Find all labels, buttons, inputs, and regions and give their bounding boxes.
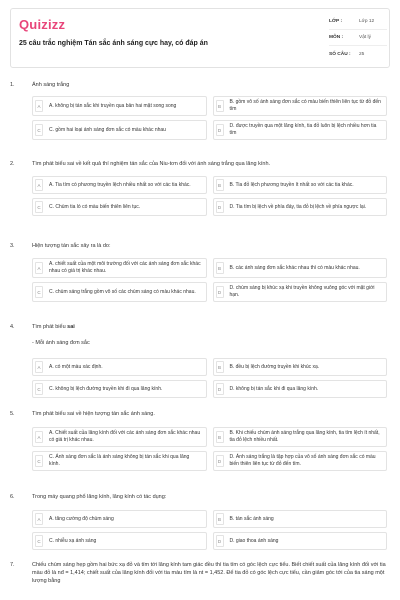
option-letter: A <box>35 100 43 112</box>
option-d[interactable] <box>213 120 388 140</box>
option-text: A. chiết suất của một môi trường đối với các ánh sáng đơn sắc khác nhau có giá trị khác nhau. <box>49 261 201 274</box>
question-number: 6. <box>10 494 15 500</box>
option-letter: C <box>35 124 43 136</box>
option-d[interactable] <box>213 198 388 216</box>
question-1-options <box>32 96 387 140</box>
option-letter: A <box>35 262 43 274</box>
option-text: D. chùm sáng bị khúc xạ khi truyền không vuông góc với mặt giới hạn. <box>229 285 375 298</box>
option-b[interactable] <box>213 427 388 447</box>
option-text: D. không bị tán sắc khi đi qua lăng kính. <box>229 385 319 392</box>
option-text: B. các ánh sáng đơn sắc khác nhau thì có màu khác nhau. <box>229 264 360 271</box>
option-letter: D <box>216 286 224 298</box>
question-text: Ánh sáng trắng <box>32 82 70 88</box>
option-b[interactable] <box>213 258 388 278</box>
option-letter: B <box>216 431 224 443</box>
option-letter: C <box>35 201 43 213</box>
option-letter: D <box>216 383 224 395</box>
option-letter: B <box>216 262 224 274</box>
option-text: A. tăng cường độ chùm sáng <box>49 515 114 522</box>
option-c[interactable] <box>32 120 207 140</box>
question-text: Chiếu chùm sáng hẹp gồm hai bức xạ đỏ và tím tới lăng kính tam giác đều thì tia tím có góc lệch cực tiểu. Biết chiết suất của lăng kính đối với tia màu đỏ là nđ = 1,414; chiết suất của lăng kính đối với tia màu tím là nt = 1,452. Để tia đỏ có góc lệch cực tiểu, cần giảm góc tới của tia sáng một lượng bằng <box>32 562 386 584</box>
meta-key: LỚP : <box>329 19 343 24</box>
meta-row-count <box>329 46 387 62</box>
option-letter: C <box>35 286 43 298</box>
question-3 <box>10 243 390 251</box>
question-3-options <box>32 258 387 302</box>
option-a[interactable] <box>32 96 207 116</box>
option-letter: D <box>216 455 224 467</box>
option-text: C. không bị lệch đường truyền khi đi qua lăng kính. <box>49 385 163 392</box>
option-letter: A <box>35 179 43 191</box>
option-c[interactable] <box>32 532 207 550</box>
question-text: Trong máy quang phổ lăng kính, lăng kính có tác dụng: <box>32 494 167 500</box>
option-text: D. Tia tím bị lệch về phía đáy, tia đỏ bị lệch về phía ngược lại. <box>229 203 367 210</box>
option-a[interactable] <box>32 427 207 447</box>
question-1 <box>10 82 390 90</box>
option-text: B. gồm vô số ánh sáng đơn sắc có màu biến thiên liên tục từ đỏ đến tím <box>229 99 381 112</box>
question-text: Tìm phát biểu sai về kết quả thí nghiệm tán sắc của Niu-tơn đối với ánh sáng trắng qua lăng kính. <box>32 161 271 167</box>
option-text: B. Tia đỏ lệch phương truyền ít nhất so với các tia khác. <box>229 181 354 188</box>
option-letter: B <box>216 361 224 373</box>
meta-row-grade <box>329 14 387 30</box>
option-b[interactable] <box>213 510 388 528</box>
option-text: D. giao thoa ánh sáng <box>229 537 279 544</box>
option-letter: C <box>35 383 43 395</box>
option-text: A. Chiết suất của lăng kính đối với các ánh sáng đơn sắc khác nhau có giá trị khác nhau. <box>49 430 201 443</box>
option-d[interactable] <box>213 532 388 550</box>
option-d[interactable] <box>213 451 388 471</box>
option-text: D. được truyền qua một lăng kính, tia đỏ luôn bị lệch nhiều hơn tia tím <box>229 123 377 136</box>
option-text: C. chùm sáng trắng gồm vô số các chùm sáng có màu khác nhau. <box>49 288 196 295</box>
meta-table <box>329 14 387 62</box>
question-number: 1. <box>10 82 15 88</box>
option-text: A. có một màu xác định. <box>49 363 103 370</box>
quizizz-logo: Quizizz <box>19 17 66 32</box>
question-text: Tìm phát biểu sai về hiện tượng tán sắc ánh sáng. <box>32 411 155 417</box>
option-text: D. Ánh sáng trắng là tập hợp của vô số ánh sáng đơn sắc có màu biến thiên liên tục từ đỏ đến tím. <box>229 454 376 467</box>
meta-value: Vật lý <box>359 35 371 40</box>
document-title: 25 câu trắc nghiệm Tán sắc ánh sáng cực hay, có đáp án <box>19 40 208 47</box>
question-number: 3. <box>10 243 15 249</box>
question-subtext: - Mỗi ánh sáng đơn sắc <box>32 339 90 346</box>
option-c[interactable] <box>32 451 207 471</box>
question-7 <box>10 562 390 586</box>
question-number: 2. <box>10 161 15 167</box>
option-text: C. gồm hai loại ánh sáng đơn sắc có màu khác nhau <box>49 126 166 133</box>
document-header <box>10 8 390 68</box>
option-letter: D <box>216 535 224 547</box>
option-a[interactable] <box>32 176 207 194</box>
question-2 <box>10 161 390 169</box>
question-5-options <box>32 427 387 471</box>
question-6 <box>10 494 390 502</box>
question-5 <box>10 411 390 419</box>
option-letter: A <box>35 361 43 373</box>
question-4 <box>10 324 390 346</box>
option-letter: B <box>216 179 224 191</box>
option-letter: D <box>216 124 224 136</box>
meta-row-subject <box>329 30 387 46</box>
option-a[interactable] <box>32 258 207 278</box>
option-text: A. không bị tán sắc khi truyền qua bản hai mặt song song <box>49 102 177 109</box>
option-text: C. Chùm tia ló có màu biến thiên liên tục. <box>49 203 141 210</box>
meta-value: 25 <box>359 51 365 57</box>
option-text: B. Khi chiếu chùm ánh sáng trắng qua lăng kính, tia tím lệch ít nhất, tia đỏ lệch nhiều nhất. <box>229 430 380 443</box>
option-text: C. Ánh sáng đơn sắc là ánh sáng không bị tán sắc khi qua lăng kính. <box>49 454 190 467</box>
option-text: C. nhiễu xạ ánh sáng <box>49 537 97 544</box>
option-letter: C <box>35 535 43 547</box>
question-number: 5. <box>10 411 15 417</box>
option-letter: C <box>35 455 43 467</box>
question-4-options <box>32 358 387 398</box>
option-c[interactable] <box>32 380 207 398</box>
option-b[interactable] <box>213 176 388 194</box>
option-d[interactable] <box>213 380 388 398</box>
option-letter: B <box>216 100 224 112</box>
question-text <box>32 324 390 332</box>
option-letter: B <box>216 513 224 525</box>
option-c[interactable] <box>32 282 207 302</box>
question-number: 7. <box>10 562 15 568</box>
option-letter: A <box>35 513 43 525</box>
option-c[interactable] <box>32 198 207 216</box>
question-6-options <box>32 510 387 550</box>
option-text: A. Tia tím có phương truyền lệch nhiều nhất so với các tia khác. <box>49 181 191 188</box>
option-d[interactable] <box>213 282 388 302</box>
question-2-options <box>32 176 387 216</box>
option-text: B. tán sắc ánh sáng <box>229 515 274 522</box>
option-letter: D <box>216 201 224 213</box>
question-text-pre: Tìm phát biểu <box>32 324 68 330</box>
meta-key: SỐ CÂU : <box>329 51 351 57</box>
option-b[interactable] <box>213 96 388 116</box>
option-text: B. đều bị lệch đường truyền khi khúc xạ. <box>229 363 320 370</box>
meta-value: Lớp 12 <box>359 19 375 24</box>
question-text-emphasis: sai <box>67 324 75 330</box>
option-a[interactable] <box>32 358 207 376</box>
option-letter: A <box>35 431 43 443</box>
meta-key: MÔN : <box>329 35 344 40</box>
question-text: Hiện tượng tán sắc xảy ra là do: <box>32 243 111 249</box>
question-number: 4. <box>10 324 15 330</box>
option-a[interactable] <box>32 510 207 528</box>
option-b[interactable] <box>213 358 388 376</box>
